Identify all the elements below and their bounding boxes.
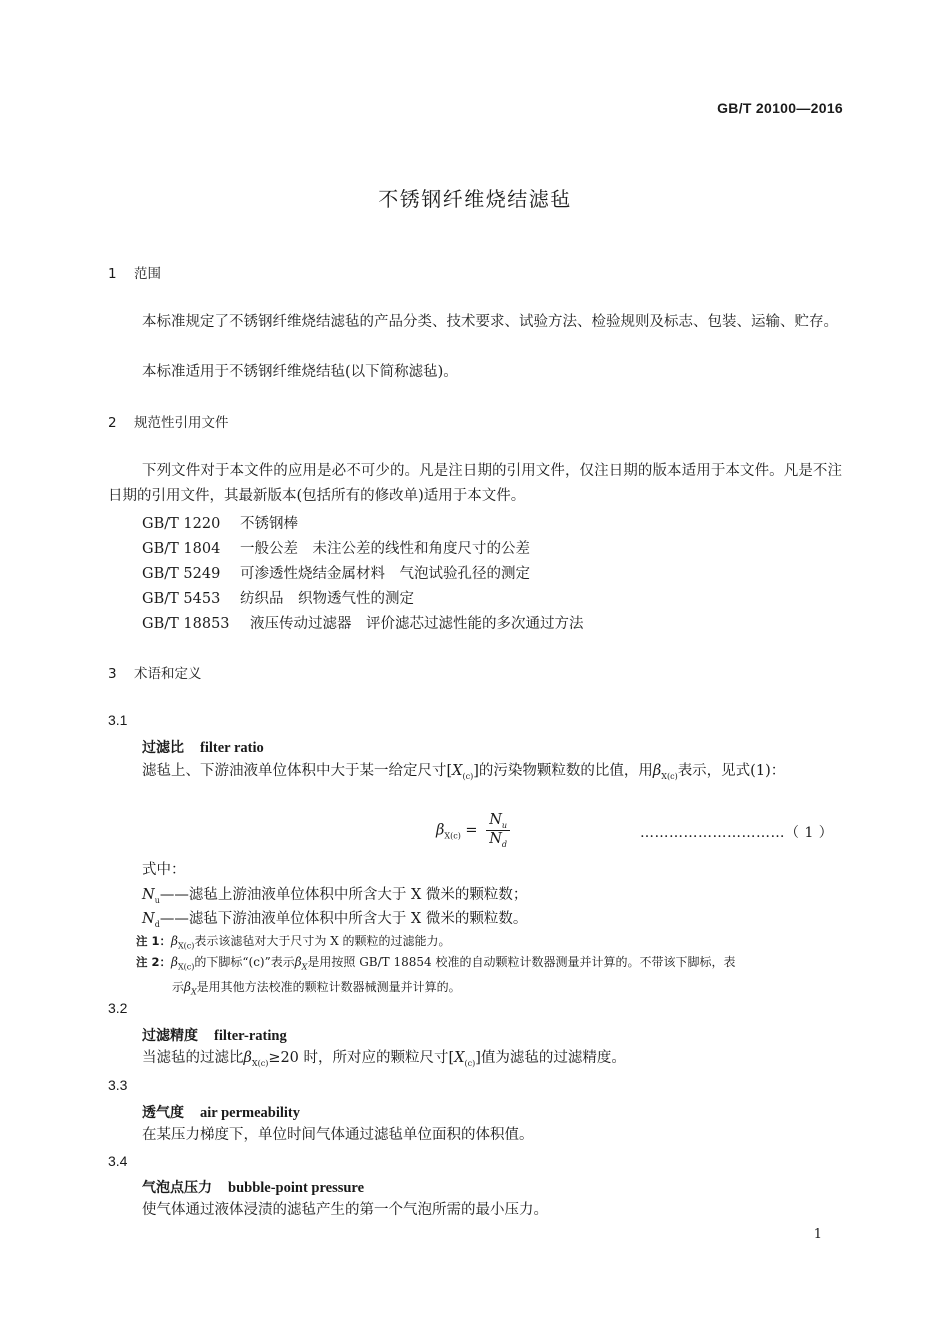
- standard-code: GB/T 20100—2016: [717, 100, 843, 116]
- scope-paragraph-2: 本标准适用于不锈钢纤维烧结毡(以下简称滤毡)。: [142, 364, 458, 380]
- reference-code: GB/T 18853: [142, 616, 230, 632]
- reference-title: 纺织品 织物透气性的测定: [240, 591, 414, 607]
- subscript: X(c): [177, 962, 195, 972]
- section-title: 范围: [134, 266, 161, 282]
- term-heading: [142, 737, 264, 757]
- where-label: 式中：: [142, 862, 186, 878]
- reference-item: [142, 587, 414, 608]
- symbol-beta: β: [652, 763, 662, 779]
- symbol-beta: β: [243, 1050, 252, 1066]
- reference-title: 不锈钢棒: [240, 516, 298, 532]
- definition-text: ]值为滤毡的过滤精度。: [475, 1050, 626, 1066]
- section-number: 3: [108, 666, 117, 682]
- symbol-beta: β: [294, 955, 302, 969]
- term-number: 3.3: [108, 1077, 128, 1093]
- note-continuation: [136, 977, 844, 1002]
- section-heading-terms: [108, 662, 202, 682]
- section-heading-scope: [108, 262, 161, 282]
- term-english: filter ratio: [200, 740, 264, 756]
- formula-beta: β: [436, 822, 445, 839]
- term-definition: 使气体通过液体浸渍的滤毡产生的第一个气泡所需的最小压力。: [142, 1202, 548, 1218]
- note-2: [136, 952, 844, 1003]
- where-item: [142, 883, 527, 905]
- definition-text: ]的污染物颗粒数的比值，用: [473, 763, 653, 779]
- term-heading: [142, 1177, 364, 1197]
- term-english: filter-rating: [214, 1028, 287, 1044]
- denominator-subscript: d: [501, 839, 508, 849]
- symbol-beta: β: [171, 934, 178, 948]
- document-title: 不锈钢纤维烧结滤毡: [378, 187, 572, 211]
- definition-text: 当滤毡的过滤比: [142, 1050, 244, 1066]
- term-number: 3.4: [108, 1153, 128, 1169]
- term-number: 3.1: [108, 712, 128, 728]
- numerator-subscript: u: [501, 820, 508, 830]
- reference-title: 液压传动过滤器 评价滤芯过滤性能的多次通过方法: [250, 616, 584, 632]
- symbol-beta: β: [184, 980, 191, 995]
- formula-equals: =: [465, 822, 478, 839]
- subscript: X(c): [251, 1058, 269, 1068]
- section-heading-normative: [108, 411, 229, 431]
- term-chinese: 过滤精度: [142, 1028, 198, 1044]
- subscript: X: [301, 962, 308, 972]
- denominator-symbol: N: [489, 830, 502, 847]
- numerator-symbol: N: [489, 812, 502, 828]
- symbol-x: X: [452, 763, 463, 779]
- where-symbol: N: [142, 911, 155, 927]
- formula-denominator: [486, 831, 510, 849]
- term-definition: [108, 1046, 842, 1076]
- note-text: 是用其他方法校准的颗粒计数器械测量并计算的。: [196, 980, 461, 995]
- term-english: air permeability: [200, 1105, 301, 1121]
- normative-intro: 下列文件对于本文件的应用是必不可少的。凡是注日期的引用文件，仅注日期的版本适用于本文件。凡是不注日期的引用文件，其最新版本(包括所有的修改单)适用于本文件。: [108, 463, 842, 504]
- reference-item: [142, 537, 530, 558]
- section-number: 1: [108, 266, 117, 282]
- subscript: (c): [464, 1058, 476, 1068]
- where-item: [142, 907, 527, 929]
- formula-numerator: [486, 812, 510, 831]
- term-heading: [142, 1102, 300, 1122]
- reference-title: 可渗透性烧结金属材料 气泡试验孔径的测定: [240, 566, 530, 582]
- where-subscript: d: [154, 919, 160, 929]
- where-text: ——滤毡下游油液单位体积中所含大于 X 微米的颗粒数。: [159, 911, 528, 927]
- symbol-x: X: [454, 1050, 465, 1066]
- symbol-beta: β: [171, 955, 178, 969]
- reference-code: GB/T 1220: [142, 516, 221, 532]
- term-chinese: 过滤比: [142, 740, 184, 756]
- section-title: 术语和定义: [134, 666, 202, 682]
- subscript: X(c): [661, 771, 678, 781]
- term-heading: [142, 1025, 287, 1045]
- formula-fraction: [486, 812, 510, 849]
- reference-code: GB/T 1804: [142, 541, 221, 557]
- term-number: 3.2: [108, 1000, 128, 1016]
- scope-paragraph-1: 本标准规定了不锈钢纤维烧结滤毡的产品分类、技术要求、试验方法、检验规则及标志、包装、运输、贮存。: [142, 314, 838, 330]
- definition-text: 滤毡上、下游油液单位体积中大于某一给定尺寸[: [142, 763, 453, 779]
- note-label: 注 1：: [136, 934, 172, 948]
- definition-text: 表示，见式(1)：: [677, 763, 786, 779]
- subscript: X: [190, 987, 197, 997]
- subscript: (c): [462, 771, 474, 781]
- note-text: 示: [172, 980, 185, 995]
- where-subscript: u: [154, 895, 160, 905]
- formula-1: [436, 812, 510, 849]
- page-number: 1: [813, 1227, 822, 1242]
- note-text: 的下脚标“(c)”表示: [194, 955, 295, 969]
- term-definition: [108, 759, 842, 789]
- note-text: 是用按照 GB/T 18854 校准的自动颗粒计数器测量并计算的。不带该下脚标，表: [307, 955, 736, 969]
- section-title: 规范性引用文件: [134, 415, 229, 431]
- reference-title: 一般公差 未注公差的线性和角度尺寸的公差: [240, 541, 530, 557]
- definition-text: ≥20 时，所对应的颗粒尺寸[: [268, 1050, 455, 1066]
- equation-number: …………………………（ 1 ）: [640, 825, 834, 841]
- subscript: X(c): [177, 941, 195, 951]
- term-chinese: 透气度: [142, 1105, 184, 1121]
- note-label: 注 2：: [136, 955, 172, 969]
- formula-subscript: X(c): [444, 831, 461, 841]
- reference-item: [142, 512, 298, 533]
- reference-item: [142, 562, 530, 583]
- where-text: ——滤毡上游油液单位体积中所含大于 X 微米的颗粒数；: [159, 887, 528, 903]
- where-symbol: N: [142, 887, 155, 903]
- section-number: 2: [108, 415, 117, 431]
- reference-item: [142, 612, 584, 633]
- note-text: 表示该滤毡对大于尺寸为 X 的颗粒的过滤能力。: [194, 934, 451, 948]
- term-definition: 在某压力梯度下，单位时间气体通过滤毡单位面积的体积值。: [142, 1127, 534, 1143]
- term-english: bubble-point pressure: [228, 1180, 365, 1196]
- term-chinese: 气泡点压力: [142, 1180, 212, 1196]
- reference-code: GB/T 5453: [142, 591, 221, 607]
- reference-code: GB/T 5249: [142, 566, 221, 582]
